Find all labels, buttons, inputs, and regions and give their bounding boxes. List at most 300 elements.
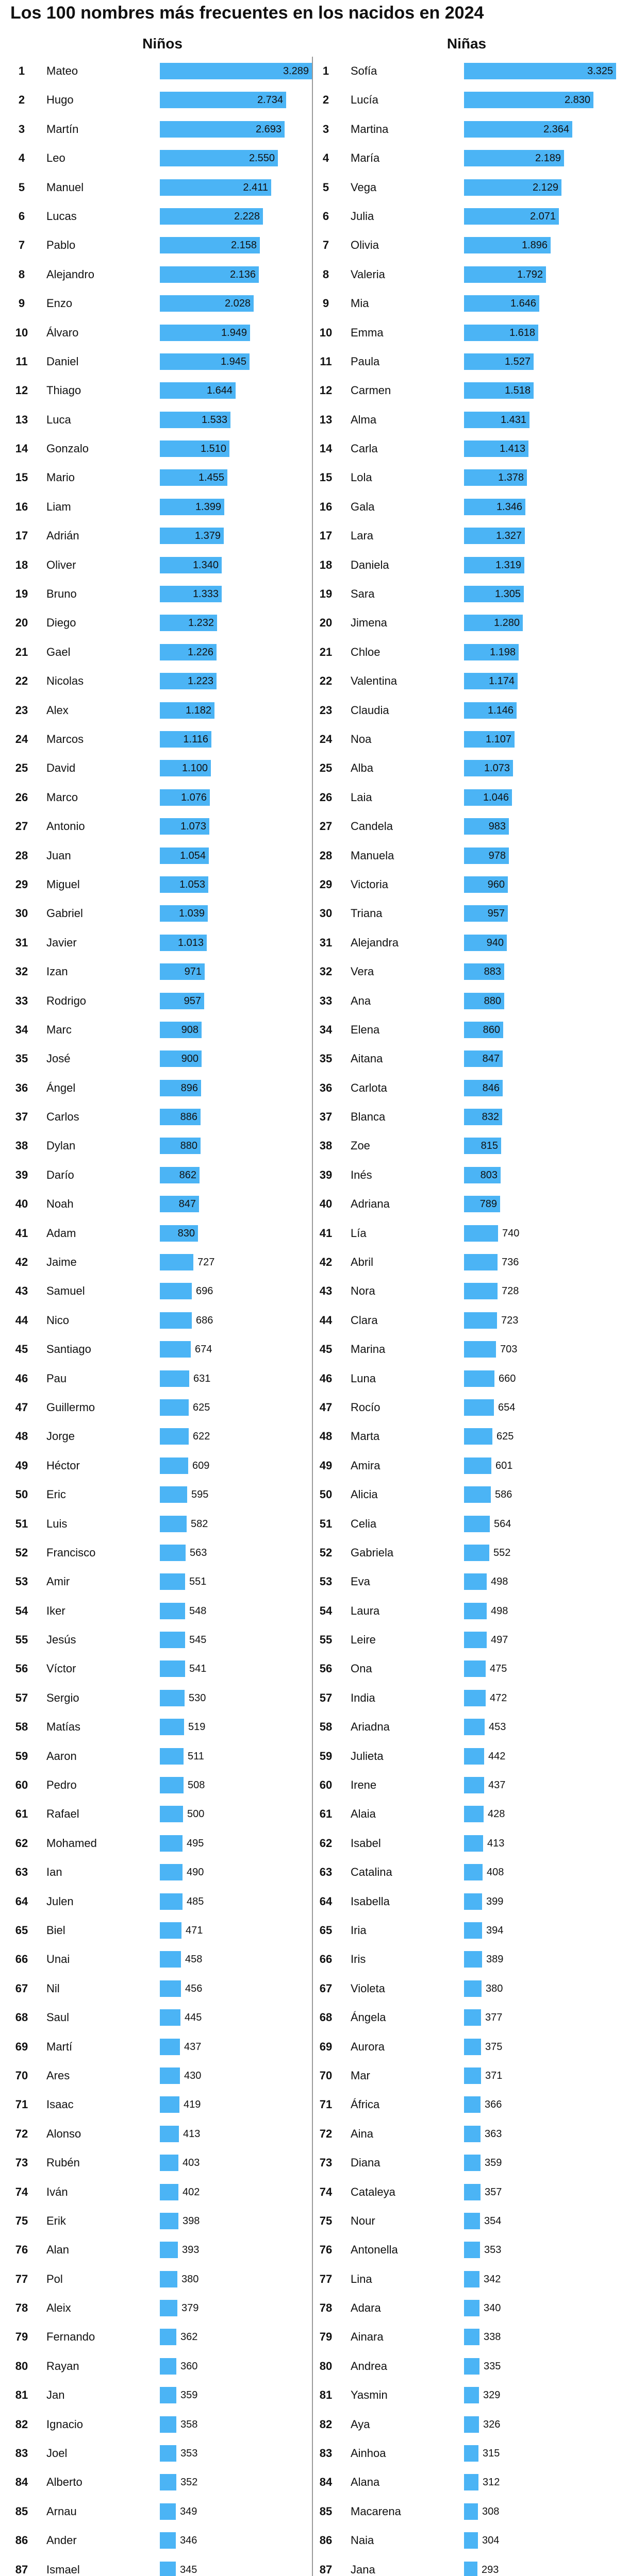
boys-row [10, 1684, 314, 1713]
boys-value-label: 545 [189, 1634, 207, 1646]
girls-value-label: 326 [483, 2418, 501, 2430]
boys-rank: 77 [15, 2272, 28, 2285]
girls-name: Valentina [351, 674, 398, 688]
boys-value-label: 511 [188, 1750, 204, 1762]
boys-name: Jesús [46, 1633, 76, 1647]
boys-rank: 83 [15, 2447, 28, 2460]
girls-name: Martina [351, 122, 389, 135]
boys-row [10, 493, 314, 521]
girls-bar [464, 1573, 487, 1590]
girls-rank: 35 [319, 1052, 333, 1065]
girls-row [314, 754, 619, 783]
girls-bar [464, 1516, 490, 1532]
girls-value-label: 437 [488, 1780, 506, 1791]
girls-name: Irene [351, 1778, 377, 1792]
boys-rank: 73 [15, 2156, 28, 2170]
girls-name: Leire [351, 1633, 376, 1647]
boys-name: Víctor [46, 1662, 76, 1675]
girls-name: Jana [351, 2563, 375, 2576]
boys-rank: 54 [15, 1604, 28, 1617]
girls-rank: 40 [319, 1197, 333, 1211]
boys-name: Eric [46, 1488, 66, 1501]
boys-value-label: 419 [184, 2099, 201, 2111]
girls-row [314, 1538, 619, 1567]
girls-panel [314, 31, 619, 2576]
girls-value-label: 308 [482, 2505, 500, 2517]
boys-value-label: 2.028 [224, 298, 251, 310]
girls-bar [464, 2445, 478, 2462]
boys-name: Pablo [46, 239, 76, 252]
boys-value-label: 674 [195, 1344, 212, 1355]
girls-value-label: 380 [486, 1982, 503, 1994]
girls-name: Jimena [351, 616, 387, 630]
boys-name: Erik [46, 2214, 66, 2227]
girls-row [314, 86, 619, 114]
girls-row [314, 57, 619, 86]
girls-name: Zoe [351, 1139, 370, 1153]
girls-bar [464, 1283, 498, 1299]
boys-rank: 7 [18, 239, 25, 252]
boys-row [10, 1422, 314, 1451]
girls-bar [464, 2155, 481, 2171]
girls-row [314, 2061, 619, 2090]
girls-row [314, 928, 619, 957]
boys-name: Sergio [46, 1691, 79, 1704]
boys-value-label: 896 [180, 1082, 198, 1094]
girls-rank: 32 [319, 965, 333, 978]
boys-rank: 29 [15, 877, 28, 891]
boys-name: Hugo [46, 93, 74, 107]
girls-row [314, 115, 619, 144]
boys-value-label: 696 [196, 1285, 213, 1297]
boys-bar [160, 1603, 185, 1619]
girls-name: Alejandra [351, 936, 399, 949]
boys-name: Alan [46, 2243, 70, 2257]
boys-name: Gael [46, 645, 71, 658]
girls-value-label: 625 [496, 1431, 514, 1443]
girls-name: India [351, 1691, 375, 1704]
boys-rank: 50 [15, 1488, 28, 1501]
girls-row [314, 957, 619, 986]
boys-row [10, 347, 314, 376]
boys-value-label: 1.116 [183, 733, 208, 745]
boys-row [10, 899, 314, 928]
girls-name: Carmen [351, 384, 391, 397]
boys-value-label: 551 [189, 1576, 207, 1588]
boys-rank: 14 [15, 442, 28, 455]
boys-bar [160, 2300, 177, 2316]
boys-row [10, 1393, 314, 1422]
boys-name: Noah [46, 1197, 74, 1211]
girls-rank: 74 [319, 2185, 333, 2198]
girls-rank: 39 [319, 1168, 333, 1181]
boys-value-label: 345 [180, 2564, 197, 2575]
boys-row [10, 1364, 314, 1393]
girls-value-label: 357 [485, 2186, 502, 2198]
girls-value-label: 1.792 [517, 268, 543, 280]
girls-row [314, 667, 619, 696]
boys-value-label: 413 [183, 2128, 201, 2140]
girls-rank: 87 [319, 2563, 333, 2576]
girls-row [314, 405, 619, 434]
boys-value-label: 622 [193, 1431, 210, 1443]
boys-row [10, 2497, 314, 2526]
boys-name: Pol [46, 2272, 63, 2285]
boys-value-label: 908 [181, 1024, 198, 1036]
girls-value-label: 1.378 [498, 472, 524, 484]
girls-name: Paula [351, 354, 380, 368]
boys-rank: 20 [15, 616, 28, 630]
boys-row [10, 1974, 314, 2003]
boys-rank: 72 [15, 2127, 28, 2140]
boys-value-label: 437 [184, 2041, 202, 2053]
girls-value-label: 1.413 [499, 443, 525, 455]
girls-row [314, 2439, 619, 2468]
girls-bar [464, 1341, 496, 1358]
girls-name: Antonella [351, 2243, 398, 2257]
girls-name: Abril [351, 1256, 374, 1269]
girls-name: Mar [351, 2069, 370, 2082]
girls-name: María [351, 151, 380, 165]
boys-name: Bruno [46, 587, 77, 601]
girls-name: Julieta [351, 1749, 384, 1762]
girls-name: Amira [351, 1459, 380, 1472]
girls-rank: 24 [319, 732, 333, 745]
girls-value-label: 660 [499, 1372, 516, 1384]
boys-rank: 16 [15, 500, 28, 513]
boys-name: Jorge [46, 1430, 75, 1443]
boys-name: Marco [46, 790, 78, 804]
boys-row [10, 1510, 314, 1538]
girls-rank: 61 [319, 1807, 333, 1821]
girls-name: Naia [351, 2534, 374, 2547]
boys-row [10, 231, 314, 260]
girls-rank: 85 [319, 2504, 333, 2518]
girls-name: Alicia [351, 1488, 378, 1501]
girls-value-label: 703 [500, 1344, 518, 1355]
girls-value-label: 940 [486, 937, 504, 948]
boys-rank: 8 [18, 267, 25, 281]
girls-row [314, 725, 619, 754]
boys-value-label: 346 [180, 2535, 197, 2547]
boys-value-label: 2.693 [255, 123, 282, 135]
girls-rank: 20 [319, 616, 333, 630]
girls-rank: 13 [319, 413, 333, 426]
girls-bar [464, 2532, 478, 2549]
boys-value-label: 485 [187, 1895, 204, 1907]
boys-row [10, 260, 314, 289]
boys-row [10, 696, 314, 725]
girls-name: Cataleya [351, 2185, 395, 2198]
boys-name: Rodrigo [46, 994, 87, 1007]
girls-bar [464, 2562, 477, 2576]
boys-value-label: 2.550 [249, 152, 275, 164]
boys-value-label: 541 [189, 1663, 207, 1675]
boys-name: Marcos [46, 732, 84, 745]
girls-value-label: 1.618 [509, 327, 535, 338]
boys-name: Lucas [46, 209, 77, 223]
boys-value-label: 519 [188, 1721, 206, 1733]
girls-row [314, 1393, 619, 1422]
girls-name: Mia [351, 297, 369, 310]
girls-row [314, 318, 619, 347]
boys-row [10, 1713, 314, 1741]
boys-name: Aleix [46, 2301, 71, 2315]
boys-rank: 79 [15, 2330, 28, 2344]
boys-rank: 61 [15, 1807, 28, 1821]
boys-bar [160, 1370, 189, 1387]
boys-row [10, 2120, 314, 2148]
girls-rank: 27 [319, 820, 333, 833]
boys-bar [160, 2358, 176, 2375]
boys-row [10, 1103, 314, 1131]
boys-value-label: 900 [181, 1053, 198, 1065]
girls-name: Candela [351, 820, 393, 833]
boys-name: Guillermo [46, 1400, 95, 1414]
girls-row [314, 1625, 619, 1654]
boys-row [10, 2323, 314, 2351]
boys-value-label: 1.945 [220, 355, 246, 367]
girls-row [314, 1306, 619, 1335]
boys-bar [160, 2329, 176, 2345]
boys-name: Nicolas [46, 674, 84, 688]
boys-name: Ander [46, 2534, 77, 2547]
girls-name: Clara [351, 1313, 378, 1327]
girls-rank: 84 [319, 2476, 333, 2489]
girls-name: Sara [351, 587, 375, 601]
boys-row [10, 1131, 314, 1160]
boys-name: Gonzalo [46, 442, 89, 455]
girls-row [314, 173, 619, 202]
girls-value-label: 564 [494, 1518, 511, 1530]
girls-bar [464, 2096, 481, 2113]
girls-bar [464, 1428, 492, 1445]
boys-rows [10, 57, 314, 2576]
girls-value-label: 2.189 [535, 152, 561, 164]
boys-value-label: 609 [192, 1460, 210, 1471]
girls-rank: 21 [319, 645, 333, 658]
girls-name: Rocío [351, 1400, 380, 1414]
boys-rank: 36 [15, 1081, 28, 1094]
girls-rank: 16 [319, 500, 333, 513]
boys-value-label: 1.226 [187, 646, 213, 658]
girls-row [314, 551, 619, 580]
boys-bar [160, 1632, 185, 1648]
girls-rank: 30 [319, 907, 333, 920]
girls-name: Blanca [351, 1110, 386, 1124]
girls-row [314, 493, 619, 521]
girls-value-label: 408 [487, 1867, 504, 1878]
boys-value-label: 2.734 [257, 94, 283, 106]
girls-bar [464, 2271, 479, 2287]
boys-bar [160, 1283, 192, 1299]
boys-name: David [46, 761, 76, 775]
boys-row [10, 1451, 314, 1480]
girls-value-label: 1.327 [495, 530, 522, 542]
boys-value-label: 1.053 [179, 878, 205, 890]
boys-bar [160, 2213, 178, 2229]
girls-name: Elena [351, 1023, 380, 1036]
girls-row [314, 2410, 619, 2439]
girls-bar [464, 2503, 478, 2520]
girls-value-label: 723 [501, 1314, 519, 1326]
boys-row [10, 1161, 314, 1190]
boys-rank: 33 [15, 994, 28, 1007]
boys-row [10, 638, 314, 667]
girls-value-label: 960 [487, 878, 505, 890]
girls-value-label: 880 [484, 995, 501, 1007]
girls-value-label: 472 [490, 1692, 507, 1704]
girls-rank: 65 [319, 1924, 333, 1937]
boys-value-label: 830 [177, 1227, 195, 1239]
girls-row [314, 260, 619, 289]
boys-row [10, 2468, 314, 2497]
boys-bar [160, 1893, 183, 1910]
boys-rank: 46 [15, 1371, 28, 1385]
girls-rank: 4 [322, 151, 329, 165]
girls-value-label: 2.129 [532, 181, 558, 193]
boys-rank: 65 [15, 1924, 28, 1937]
girls-bar [464, 1835, 483, 1852]
boys-value-label: 631 [193, 1372, 211, 1384]
girls-name: Alaia [351, 1807, 376, 1821]
girls-row [314, 1597, 619, 1625]
boys-name: Alberto [46, 2476, 82, 2489]
boys-rank: 11 [15, 354, 28, 368]
boys-bar [160, 2271, 177, 2287]
boys-row [10, 1887, 314, 1916]
girls-name: Aurora [351, 2040, 385, 2053]
boys-value-label: 352 [180, 2477, 198, 2488]
boys-value-label: 393 [182, 2244, 200, 2256]
boys-row [10, 144, 314, 173]
boys-name: Saul [46, 2011, 70, 2024]
boys-row [10, 376, 314, 405]
boys-rank: 27 [15, 820, 28, 833]
boys-name: Santiago [46, 1343, 91, 1356]
girls-row [314, 1103, 619, 1131]
boys-value-label: 445 [185, 2012, 202, 2024]
boys-row [10, 86, 314, 114]
girls-name: Lola [351, 471, 372, 484]
girls-rank: 86 [319, 2534, 333, 2547]
boys-rank: 39 [15, 1168, 28, 1181]
page-title: Los 100 nombres más frecuentes en los nacidos en 2024 [10, 3, 484, 23]
boys-row [10, 1538, 314, 1567]
boys-bar [160, 1748, 184, 1765]
girls-row [314, 376, 619, 405]
boys-rank: 68 [15, 2011, 28, 2024]
boys-row [10, 2555, 314, 2576]
boys-rank: 38 [15, 1139, 28, 1153]
boys-rank: 64 [15, 1894, 28, 1908]
girls-rank: 60 [319, 1778, 333, 1792]
girls-row [314, 1858, 619, 1887]
girls-bar [464, 1632, 487, 1648]
girls-value-label: 1.646 [510, 298, 536, 310]
girls-name: Marina [351, 1343, 386, 1356]
boys-row [10, 2061, 314, 2090]
boys-value-label: 886 [180, 1111, 197, 1123]
boys-rank: 55 [15, 1633, 28, 1647]
girls-rank: 7 [322, 239, 329, 252]
girls-value-label: 389 [486, 1954, 504, 1965]
girls-rank: 15 [319, 471, 333, 484]
boys-bar [160, 1660, 185, 1677]
girls-name: Olivia [351, 239, 379, 252]
boys-value-label: 595 [191, 1489, 209, 1501]
boys-value-label: 508 [188, 1780, 205, 1791]
girls-value-label: 3.325 [587, 65, 613, 77]
girls-rank: 28 [319, 849, 333, 862]
boys-value-label: 1.076 [180, 791, 207, 803]
boys-rank: 47 [15, 1400, 28, 1414]
girls-bar [464, 1458, 491, 1474]
girls-value-label: 847 [482, 1053, 500, 1065]
boys-name: Amir [46, 1575, 70, 1588]
boys-row [10, 463, 314, 492]
girls-row [314, 434, 619, 463]
girls-row [314, 1887, 619, 1916]
girls-bar [464, 1893, 482, 1910]
girls-name: Eva [351, 1575, 370, 1588]
girls-row [314, 1684, 619, 1713]
girls-rank: 70 [319, 2069, 333, 2082]
boys-row [10, 551, 314, 580]
girls-name: Isabel [351, 1836, 381, 1850]
girls-bar [464, 1486, 491, 1503]
boys-name: Ares [46, 2069, 70, 2082]
boys-header: Niños [142, 36, 183, 52]
girls-rank: 68 [319, 2011, 333, 2024]
boys-value-label: 548 [189, 1605, 207, 1617]
boys-row [10, 1190, 314, 1218]
boys-bar [160, 1980, 181, 1997]
girls-name: Aitana [351, 1052, 383, 1065]
boys-value-label: 490 [187, 1867, 204, 1878]
boys-row [10, 2235, 314, 2264]
boys-rank: 82 [15, 2417, 28, 2431]
girls-row [314, 580, 619, 608]
boys-row [10, 2090, 314, 2119]
girls-name: Vera [351, 965, 374, 978]
boys-name: Juan [46, 849, 71, 862]
boys-name: Samuel [46, 1284, 85, 1298]
girls-bar [464, 1777, 484, 1793]
boys-row [10, 2352, 314, 2381]
girls-name: Alma [351, 413, 377, 426]
girls-rank: 23 [319, 703, 333, 717]
girls-row [314, 812, 619, 841]
girls-row [314, 1800, 619, 1828]
boys-value-label: 625 [193, 1401, 210, 1413]
boys-rank: 57 [15, 1691, 28, 1704]
boys-rank: 45 [15, 1343, 28, 1356]
boys-row [10, 1248, 314, 1277]
boys-value-label: 358 [180, 2418, 198, 2430]
girls-name: Catalina [351, 1866, 392, 1879]
boys-rank: 15 [15, 471, 28, 484]
girls-name: Nour [351, 2214, 375, 2227]
boys-bar [160, 1573, 185, 1590]
boys-row [10, 2526, 314, 2555]
boys-rank: 21 [15, 645, 28, 658]
boys-bar [160, 2184, 178, 2200]
girls-rank: 37 [319, 1110, 333, 1124]
girls-name: Isabella [351, 1894, 390, 1908]
boys-rank: 42 [15, 1256, 28, 1269]
girls-row [314, 2352, 619, 2381]
